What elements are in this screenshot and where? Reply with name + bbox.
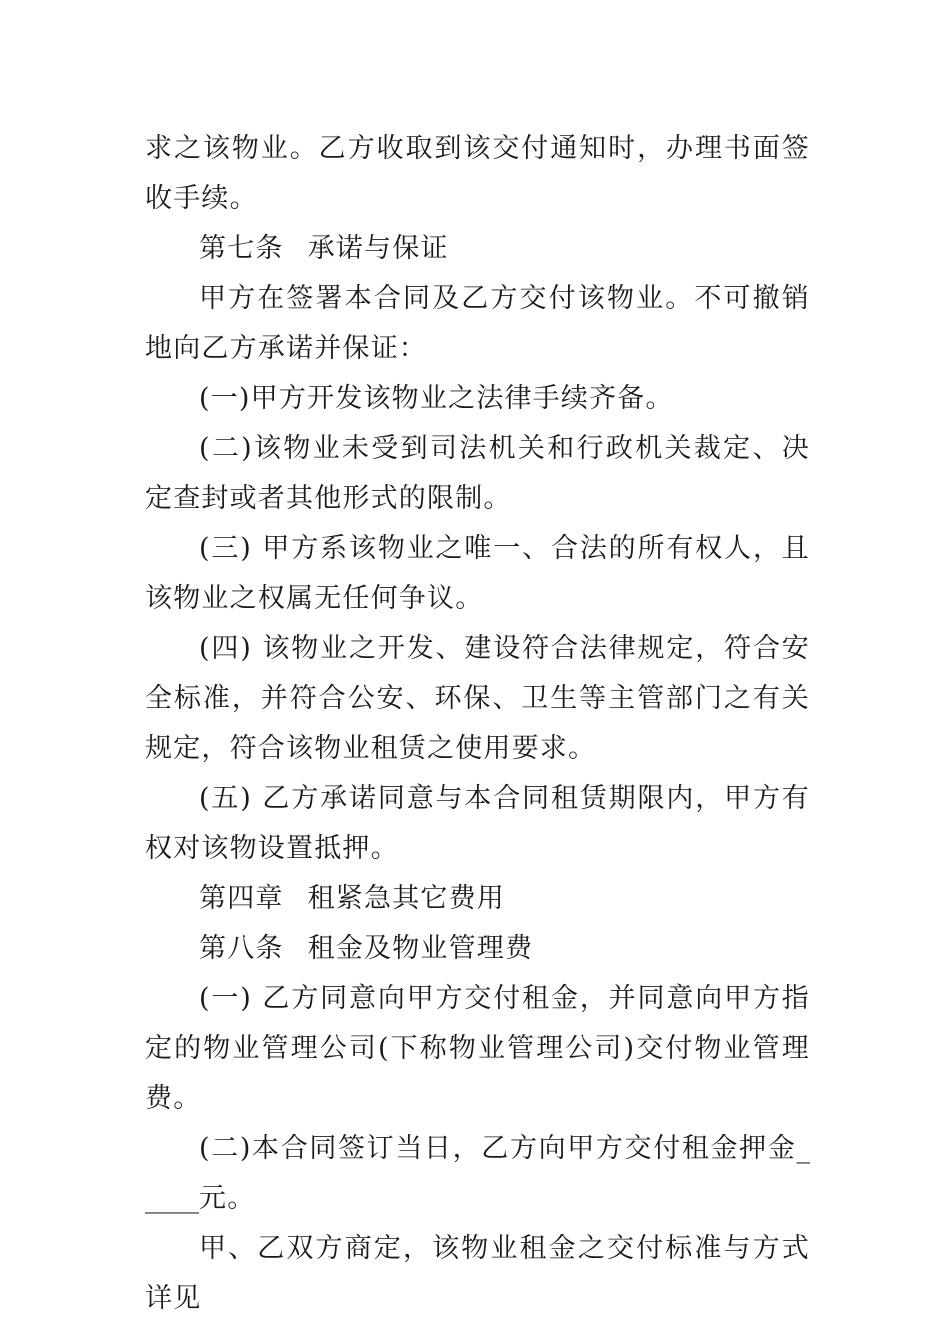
clause-text: (二)该物业未受到司法机关和行政机关裁定、决定查封或者其他形式的限制。	[145, 433, 810, 514]
chapter-4-heading	[145, 874, 810, 924]
clause-1	[145, 374, 810, 424]
rent-clause-1	[145, 974, 810, 1124]
paragraph-text: 甲、乙双方商定，该物业租金之交付标准与方式详见	[145, 1233, 810, 1314]
article-8-heading	[145, 924, 810, 974]
clause-5	[145, 774, 810, 874]
rent-clause-2	[145, 1124, 810, 1224]
chapter-label: 第四章	[199, 883, 284, 914]
clause-4	[145, 624, 810, 774]
article-title: 租金及物业管理费	[307, 933, 534, 964]
article-label: 第七条	[199, 233, 284, 264]
paragraph-text: 求之该物业。乙方收取到该交付通知时，办理书面签收手续。	[145, 133, 810, 214]
paragraph-rent-standard	[145, 1224, 810, 1324]
chapter-title: 租紧急其它费用	[307, 883, 506, 914]
clause-text: (三) 甲方系该物业之唯一、合法的所有权人，且该物业之权属无任何争议。	[145, 533, 810, 614]
paragraph-delivery-receipt	[145, 124, 810, 224]
contract-text-body	[145, 124, 810, 1324]
clause-text: (五) 乙方承诺同意与本合同租赁期限内，甲方有权对该物设置抵押。	[145, 783, 810, 864]
article-label: 第八条	[199, 933, 284, 964]
clause-text: (二)本合同签订当日，乙方向甲方交付租金押金	[199, 1133, 797, 1164]
clause-text: (一) 乙方同意向甲方交付租金，并同意向甲方指定的物业管理公司(下称物业管理公司)交付物业管理费。	[145, 983, 810, 1114]
paragraph-text: 甲方在签署本合同及乙方交付该物业。不可撤销地向乙方承诺并保证：	[145, 283, 810, 364]
clause-2	[145, 424, 810, 524]
clause-text: (四) 该物业之开发、建设符合法律规定，符合安全标准，并符合公安、环保、卫生等主管部门之有关规定，符合该物业租赁之使用要求。	[145, 633, 810, 764]
clause-text: (一)甲方开发该物业之法律手续齐备。	[199, 383, 674, 414]
clause-suffix: 元。	[199, 1183, 256, 1214]
deposit-amount-blank: _____	[145, 1133, 810, 1214]
clause-3	[145, 524, 810, 624]
paragraph-commitment-intro	[145, 274, 810, 374]
article-7-heading	[145, 224, 810, 274]
article-title: 承诺与保证	[307, 233, 449, 264]
